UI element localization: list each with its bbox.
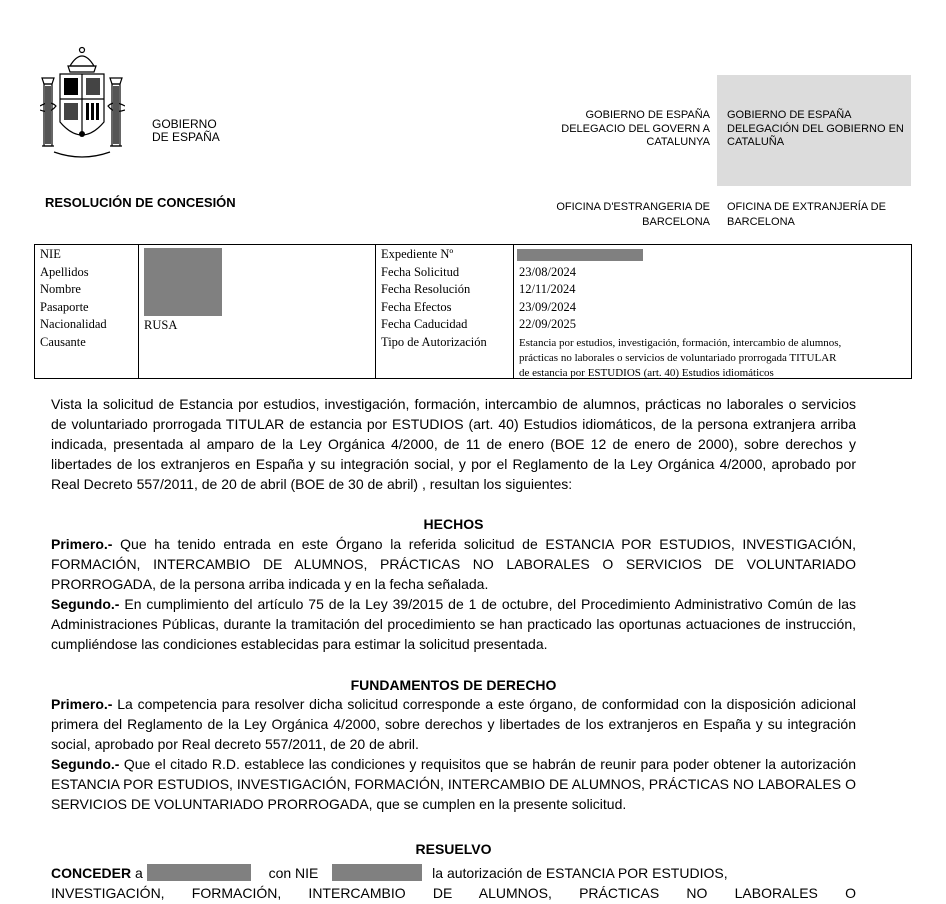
table-divider bbox=[375, 245, 376, 378]
hechos-primero-label: Primero.- bbox=[51, 536, 113, 552]
redacted-nie bbox=[332, 864, 422, 881]
fundamentos-segundo bbox=[51, 754, 856, 814]
label-expediente: Expediente Nº bbox=[381, 247, 454, 261]
hechos-segundo-label: Segundo.- bbox=[51, 596, 120, 612]
hechos-heading: HECHOS bbox=[423, 516, 484, 532]
applicant-labels bbox=[40, 246, 107, 351]
fundamentos-segundo-text: Que el citado R.D. establece las condiciones y requisitos que se habrán de reunir para poder obtener la autorización ESTANCIA POR ESTUDIOS, INVESTIGACIÓN, FORMACIÓN, INTERCAMBIO DE ALUMNOS, PRÁCTICAS NO LABORALES O SERVICIOS DE VOLUNTARIADO PRORROGADA, que se cumplen en la presente solicitud. bbox=[51, 756, 856, 812]
resuelvo-line2: INVESTIGACIÓN, FORMACIÓN, INTERCAMBIO DE ALUMNOS, PRÁCTICAS NO LABORALES O bbox=[51, 885, 856, 901]
resuelvo-label: CONCEDER bbox=[51, 865, 132, 881]
label-nombre: Nombre bbox=[40, 282, 81, 296]
expediente-values bbox=[519, 264, 576, 334]
fundamentos-heading: FUNDAMENTOS DE DERECHO bbox=[350, 677, 557, 693]
resuelvo-line1 bbox=[51, 863, 856, 883]
fundamentos-primero-text: La competencia para resolver dicha solicitud corresponde a este órgano, de conformidad con la disposición adicional primera del Reglamento de la Ley Orgánica 4/2000, sobre derechos y libertades de los extranjeros en España y su integración social, aprobado por Real decreto 557/2011, de 20 de abril. bbox=[51, 696, 856, 752]
hechos-segundo bbox=[51, 594, 856, 654]
header-catalan-line: CATALUNYA bbox=[646, 136, 710, 148]
label-nacionalidad: Nacionalidad bbox=[40, 317, 107, 331]
label-apellidos: Apellidos bbox=[40, 264, 89, 279]
coat-of-arms-logo bbox=[40, 44, 125, 162]
fundamentos-segundo-label: Segundo.- bbox=[51, 756, 120, 772]
redacted-personal-data bbox=[144, 248, 222, 316]
value-fecha-solicitud: 23/08/2024 bbox=[519, 264, 576, 279]
value-fecha-resolucion: 12/11/2024 bbox=[519, 282, 576, 296]
label-fecha-efectos: Fecha Efectos bbox=[381, 299, 452, 314]
header-spanish-line: CATALUÑA bbox=[727, 136, 785, 148]
office-spanish-line: BARCELONA bbox=[727, 216, 795, 228]
table-divider bbox=[513, 245, 514, 378]
office-catalan-line: BARCELONA bbox=[642, 216, 710, 228]
header-spanish-line: GOBIERNO DE ESPAÑA bbox=[727, 109, 852, 121]
applicant-info-table bbox=[34, 244, 912, 379]
tipo-line: Estancia por estudios, investigación, formación, intercambio de alumnos, bbox=[519, 337, 842, 349]
hechos-segundo-text: En cumplimiento del artículo 75 de la Ley 39/2015 de 1 de octubre, del Procedimiento Administrativo Común de las Administraciones Públicas, durante la tramitación del procedimiento se han practicado las oportunas actuaciones de instrucción, cumpliéndose las condiciones establecidas para estimar la solicitud presentada. bbox=[51, 596, 856, 652]
header-catalan-line: DELEGACIO DEL GOVERN A bbox=[561, 122, 710, 135]
resuelvo-rest: la autorización de ESTANCIA POR ESTUDIOS, bbox=[428, 865, 728, 881]
intro-paragraph: Vista la solicitud de Estancia por estudios, investigación, formación, intercambio de alumnos, prácticas no laborales o servicios de voluntariado prorrogada TITULAR de estancia por ESTUDIOS (art. 40) Estudios idiomáticos, de la persona extranjera arriba indicada, presentada al amparo de la Ley Orgánica 4/2000, de 11 de enero (BOE 12 de enero de 2000), sobre derechos y libertades de los extranjeros en España y su integración social, y por el Reglamento de la Ley Orgánica 4/2000, aprobado por Real Decreto 557/2011, de 20 de abril (BOE de 30 de abril) , resultan los siguientes: bbox=[51, 396, 856, 492]
fundamentos-primero bbox=[51, 694, 856, 754]
fundamentos-primero-label: Primero.- bbox=[51, 696, 113, 712]
label-pasaporte: Pasaporte bbox=[40, 299, 89, 314]
hechos-primero bbox=[51, 534, 856, 594]
header-spanish bbox=[727, 109, 907, 150]
expediente-labels bbox=[381, 246, 487, 351]
value-fecha-efectos: 23/09/2024 bbox=[519, 299, 576, 314]
logo-line2: DE ESPAÑA bbox=[152, 130, 220, 144]
header-catalan bbox=[520, 109, 710, 150]
value-fecha-caducidad: 22/09/2025 bbox=[519, 317, 576, 331]
hechos-primero-text: Que ha tenido entrada en este Órgano la referida solicitud de ESTANCIA POR ESTUDIOS, INVESTIGACIÓN, FORMACIÓN, INTERCAMBIO DE ALUMNOS, PRÁCTICAS NO LABORALES O SERVICIOS DE VOLUNTARIADO PRORROGADA, de la persona arriba indicada y en la fecha señalada. bbox=[51, 536, 856, 592]
office-spanish bbox=[727, 200, 907, 230]
header-catalan-line: GOBIERNO DE ESPAÑA bbox=[585, 109, 710, 121]
office-catalan-line: OFICINA D'ESTRANGERIA DE bbox=[556, 201, 710, 213]
redacted-name bbox=[147, 864, 251, 881]
resuelvo-heading: RESUELVO bbox=[415, 841, 492, 857]
office-catalan bbox=[520, 200, 710, 230]
office-spanish-line: OFICINA DE EXTRANJERÍA DE bbox=[727, 201, 886, 213]
resuelvo-a: a bbox=[131, 865, 147, 881]
resuelvo-con-nie: con NIE bbox=[264, 865, 323, 881]
label-fecha-caducidad: Fecha Caducidad bbox=[381, 317, 468, 331]
document-title: RESOLUCIÓN DE CONCESIÓN bbox=[45, 195, 236, 210]
label-causante: Causante bbox=[40, 334, 86, 349]
logo-line1: GOBIERNO bbox=[152, 117, 217, 131]
table-divider bbox=[138, 245, 139, 378]
label-fecha-solicitud: Fecha Solicitud bbox=[381, 264, 460, 279]
gobierno-logo-label bbox=[152, 118, 220, 144]
header-spanish-line: DELEGACIÓN DEL GOBIERNO EN bbox=[727, 122, 904, 135]
value-nacionalidad: RUSA bbox=[144, 317, 178, 332]
tipo-line: de estancia por ESTUDIOS (art. 40) Estudios idiomáticos bbox=[519, 367, 774, 379]
label-nie: NIE bbox=[40, 247, 61, 261]
value-tipo-autorizacion bbox=[519, 336, 841, 381]
tipo-line: prácticas no laborales o servicios de voluntariado prorrogada TITULAR bbox=[519, 352, 837, 364]
label-tipo-autorizacion: Tipo de Autorización bbox=[381, 334, 487, 349]
redacted-expediente bbox=[517, 249, 643, 261]
label-fecha-resolucion: Fecha Resolución bbox=[381, 282, 471, 296]
